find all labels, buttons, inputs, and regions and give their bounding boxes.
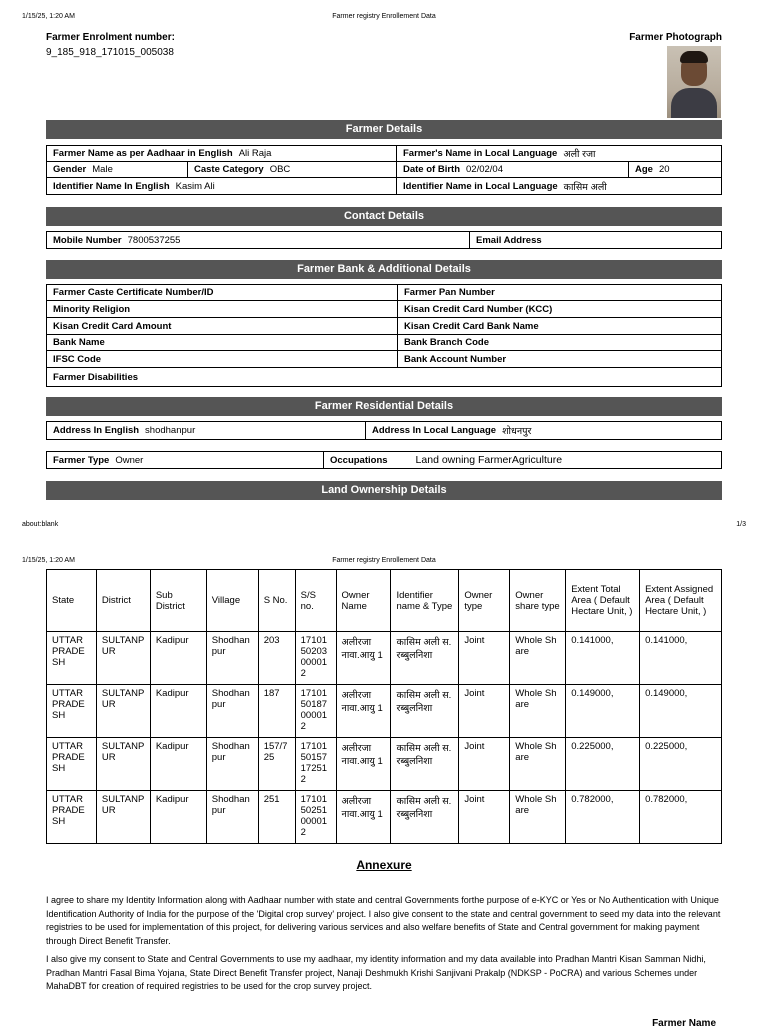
land-cell: Whole Share bbox=[510, 791, 566, 844]
land-cell: 171015025100001 2 bbox=[295, 791, 336, 844]
occupations-label: Occupations bbox=[330, 454, 388, 466]
land-cell: Shodhanpur bbox=[206, 738, 258, 791]
caste-value: OBC bbox=[269, 164, 291, 175]
signature-farmer-name-label: Farmer Name bbox=[652, 1018, 716, 1029]
land-cell: 0.149000, bbox=[640, 685, 722, 738]
residential-details-header: Farmer Residential Details bbox=[46, 397, 722, 416]
contact-details-header: Contact Details bbox=[46, 207, 722, 226]
pan-label: Farmer Pan Number bbox=[404, 287, 495, 298]
minority-label: Minority Religion bbox=[53, 303, 131, 315]
land-cell: 171015020300001 2 bbox=[295, 632, 336, 685]
farmer-name-row bbox=[46, 145, 722, 162]
land-cell: 0.141000, bbox=[640, 632, 722, 685]
land-cell: 171015018700001 2 bbox=[295, 685, 336, 738]
land-cell: Whole Share bbox=[510, 685, 566, 738]
email-label: Email Address bbox=[476, 234, 542, 246]
land-table-header bbox=[47, 570, 722, 632]
mobile-value: 7800537255 bbox=[127, 234, 181, 246]
address-local-label: Address In Local Language bbox=[372, 425, 497, 436]
farmer-type-label: Farmer Type bbox=[53, 454, 110, 466]
identifier-en-label: Identifier Name In English bbox=[53, 180, 170, 192]
land-cell: 0.225000, bbox=[566, 738, 640, 791]
photo-label: Farmer Photograph bbox=[629, 32, 722, 43]
bank-row-3 bbox=[46, 317, 722, 335]
print-timestamp-2: 1/15/25, 1:20 AM bbox=[22, 557, 75, 564]
bank-row-2 bbox=[46, 300, 722, 318]
land-col-header: S No. bbox=[258, 570, 295, 632]
land-cell: UTTAR PRADESH bbox=[47, 685, 97, 738]
land-cell: SULTANPUR bbox=[96, 738, 150, 791]
land-col-header: Extent Assigned Area ( Default Hectare Unit, ) bbox=[640, 570, 722, 632]
land-cell: Whole Share bbox=[510, 738, 566, 791]
land-cell: Kadipur bbox=[150, 632, 206, 685]
table-row bbox=[47, 685, 722, 738]
farmer-identifier-row bbox=[46, 177, 722, 195]
caste-cert-label: Farmer Caste Certificate Number/ID bbox=[53, 287, 214, 298]
land-cell: अलीरजा नावा.आयु 1 bbox=[336, 791, 391, 844]
land-col-header: Sub District bbox=[150, 570, 206, 632]
land-col-header: Owner Name bbox=[336, 570, 391, 632]
land-cell: 171015015717251 2 bbox=[295, 738, 336, 791]
enrolment-number: 9_185_918_171015_005038 bbox=[46, 47, 174, 58]
land-col-header: District bbox=[96, 570, 150, 632]
land-cell: Shodhanpur bbox=[206, 791, 258, 844]
age-value: 20 bbox=[658, 164, 670, 175]
bank-row-4 bbox=[46, 334, 722, 351]
caste-label: Caste Category bbox=[194, 164, 264, 175]
land-cell: कासिम अली स.रब्बुलनिशा bbox=[391, 632, 459, 685]
address-en-value: shodhanpur bbox=[145, 425, 196, 436]
farmer-details-header: Farmer Details bbox=[46, 120, 722, 139]
land-ownership-header: Land Ownership Details bbox=[46, 481, 722, 500]
disabilities-label: Farmer Disabilities bbox=[53, 371, 139, 383]
land-cell: कासिम अली स.रब्बुलनिशा bbox=[391, 738, 459, 791]
land-table-body bbox=[47, 632, 722, 844]
farmer-type-value: Owner bbox=[115, 454, 144, 466]
land-cell: कासिम अली स.रब्बुलनिशा bbox=[391, 791, 459, 844]
land-cell: Joint bbox=[459, 791, 510, 844]
land-cell: 0.225000, bbox=[640, 738, 722, 791]
kcc-amount-label: Kisan Credit Card Amount bbox=[53, 320, 172, 332]
farmer-gender-row bbox=[46, 161, 722, 178]
address-en-label: Address In English bbox=[53, 425, 140, 436]
land-cell: Joint bbox=[459, 632, 510, 685]
land-cell: कासिम अली स.रब्बुलनिशा bbox=[391, 685, 459, 738]
print-footer-url: about:blank bbox=[22, 521, 59, 528]
land-cell: 0.149000, bbox=[566, 685, 640, 738]
print-doc-title: Farmer registry Enrollement Data bbox=[332, 13, 436, 20]
land-cell: Whole Share bbox=[510, 632, 566, 685]
land-cell: UTTAR PRADESH bbox=[47, 791, 97, 844]
land-cell: अलीरजा नावा.आयु 1 bbox=[336, 738, 391, 791]
land-cell: 187 bbox=[258, 685, 295, 738]
land-cell: UTTAR PRADESH bbox=[47, 738, 97, 791]
land-cell: अलीरजा नावा.आयु 1 bbox=[336, 632, 391, 685]
print-timestamp: 1/15/25, 1:20 AM bbox=[22, 13, 75, 20]
land-cell: UTTAR PRADESH bbox=[47, 632, 97, 685]
enrolment-label: Farmer Enrolment number: bbox=[46, 32, 175, 43]
farmer-photo bbox=[667, 46, 721, 118]
land-cell: अलीरजा नावा.आयु 1 bbox=[336, 685, 391, 738]
land-cell: SULTANPUR bbox=[96, 791, 150, 844]
land-cell: SULTANPUR bbox=[96, 632, 150, 685]
kcc-bank-label: Kisan Credit Card Bank Name bbox=[404, 320, 539, 332]
branch-code-label: Bank Branch Code bbox=[404, 337, 489, 348]
land-col-header: Extent Total Area ( Default Hectare Unit, ) bbox=[566, 570, 640, 632]
land-cell: 0.141000, bbox=[566, 632, 640, 685]
ifsc-label: IFSC Code bbox=[53, 353, 102, 365]
table-row bbox=[47, 632, 722, 685]
land-cell: 157/725 bbox=[258, 738, 295, 791]
name-en-value: Ali Raja bbox=[238, 148, 272, 159]
age-label: Age bbox=[635, 164, 653, 175]
print-doc-title-2: Farmer registry Enrollement Data bbox=[332, 557, 436, 564]
name-local-label: Farmer's Name in Local Language bbox=[403, 148, 558, 159]
table-row bbox=[47, 791, 722, 844]
identifier-local-label: Identifier Name in Local Language bbox=[403, 180, 558, 192]
address-row bbox=[46, 421, 722, 440]
land-cell: 0.782000, bbox=[566, 791, 640, 844]
contact-row bbox=[46, 231, 722, 249]
land-col-header: State bbox=[47, 570, 97, 632]
land-cell: Kadipur bbox=[150, 738, 206, 791]
farmer-type-row bbox=[46, 451, 722, 469]
land-col-header: Identifier name & Type bbox=[391, 570, 459, 632]
land-cell: 0.782000, bbox=[640, 791, 722, 844]
identifier-local-value: कासिम अली bbox=[563, 181, 607, 193]
land-cell: Joint bbox=[459, 738, 510, 791]
bank-row-6 bbox=[46, 367, 722, 387]
land-cell: Kadipur bbox=[150, 685, 206, 738]
gender-label: Gender bbox=[53, 164, 87, 175]
dob-value: 02/02/04 bbox=[466, 164, 503, 175]
occupations-value: Land owning FarmerAgriculture bbox=[415, 454, 563, 466]
land-cell: Kadipur bbox=[150, 791, 206, 844]
land-ownership-table bbox=[46, 569, 722, 844]
land-col-header: Owner type bbox=[459, 570, 510, 632]
name-en-label: Farmer Name as per Aadhaar in English bbox=[53, 148, 233, 159]
account-label: Bank Account Number bbox=[404, 353, 507, 365]
table-row bbox=[47, 738, 722, 791]
land-cell: Shodhanpur bbox=[206, 685, 258, 738]
land-col-header: Owner share type bbox=[510, 570, 566, 632]
land-cell: 251 bbox=[258, 791, 295, 844]
name-local-value: अली रजा bbox=[563, 149, 596, 160]
annexure-paragraph-1: I agree to share my Identity Information along with Aadhaar number with state and central Governments forthe purpose of e-KYC or Yes or No Authentication with Unique Identification Authority of India for the purpose of the 'Digital crop survey' project. I also give consent to the state and central government to seed my data into the relevant registries to be used for implementation of this project, for delivering various services and also welfare benefits of State and Central government for making payment through Direct Benefit Transfer. bbox=[46, 895, 721, 946]
land-cell: Shodhanpur bbox=[206, 632, 258, 685]
mobile-label: Mobile Number bbox=[53, 234, 122, 246]
bank-row-5 bbox=[46, 350, 722, 368]
gender-value: Male bbox=[92, 164, 113, 175]
print-page-number: 1/3 bbox=[736, 521, 746, 528]
dob-label: Date of Birth bbox=[403, 164, 460, 175]
annexure-paragraph-2: I also give my consent to State and Central Governments to use my aadhaar, my identity information and my data available into Pradhan Mantri Kisan Samman Nidhi, Pradhan Mantri Fasal Bima Yojana, State Direct Benefit Transfer project, Nanaji Deshmukh Krishi Sanjivani Prakalp (NDKSP - PoCRA) and various Schemes under MahaDBT for creation of required registries to be used for the crop survey project. bbox=[46, 954, 706, 991]
bank-name-label: Bank Name bbox=[53, 337, 105, 348]
land-cell: Joint bbox=[459, 685, 510, 738]
identifier-en-value: Kasim Ali bbox=[175, 180, 215, 192]
kcc-label: Kisan Credit Card Number (KCC) bbox=[404, 303, 553, 315]
address-local-value: शोधनपुर bbox=[502, 426, 532, 437]
annexure-title: Annexure bbox=[356, 858, 412, 872]
land-col-header: Village bbox=[206, 570, 258, 632]
land-cell: SULTANPUR bbox=[96, 685, 150, 738]
land-cell: 203 bbox=[258, 632, 295, 685]
bank-row-1 bbox=[46, 284, 722, 301]
bank-details-header: Farmer Bank & Additional Details bbox=[46, 260, 722, 279]
land-col-header: S/S no. bbox=[295, 570, 336, 632]
